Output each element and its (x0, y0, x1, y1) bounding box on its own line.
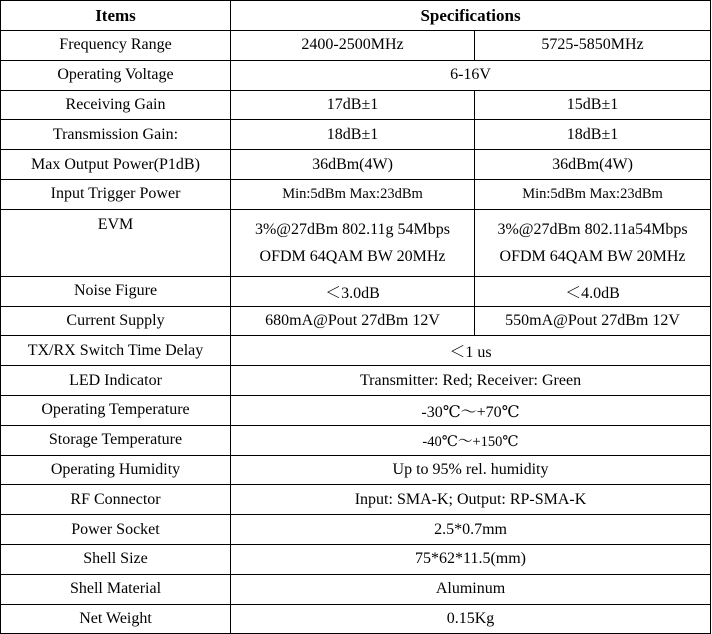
row-name: Net Weight (1, 604, 231, 634)
table-row (1, 31, 711, 61)
row-name: Receiving Gain (1, 90, 231, 120)
header-items: Items (1, 1, 231, 31)
row-value: Up to 95% rel. humidity (231, 455, 711, 485)
row-name: EVM (1, 209, 231, 276)
row-name: Power Socket (1, 515, 231, 545)
table-row (1, 90, 711, 120)
row-name: Max Output Power(P1dB) (1, 150, 231, 180)
value-line: 3%@27dBm 802.11a54Mbps (497, 220, 688, 238)
row-value: 550mA@Pout 27dBm 12V (475, 306, 711, 336)
table-row (1, 276, 711, 306)
row-value (231, 209, 475, 276)
row-name: Transmission Gain: (1, 120, 231, 150)
row-value: ＜3.0dB (231, 276, 475, 306)
row-name: Operating Voltage (1, 60, 231, 90)
value-line: 3%@27dBm 802.11g 54Mbps (254, 220, 451, 238)
row-name: Current Supply (1, 306, 231, 336)
table-row (1, 544, 711, 574)
table-row (1, 395, 711, 425)
table-row (1, 455, 711, 485)
row-value: 36dBm(4W) (475, 150, 711, 180)
row-value: ＜1 us (231, 336, 711, 366)
row-value: 36dBm(4W) (231, 150, 475, 180)
table-row (1, 209, 711, 276)
value-line: OFDM 64QAM BW 20MHz (259, 247, 446, 265)
row-value: 6-16V (231, 60, 711, 90)
row-name: Operating Temperature (1, 395, 231, 425)
row-value (475, 209, 711, 276)
table-row (1, 150, 711, 180)
row-value: -40℃～+150℃ (231, 425, 711, 455)
row-value: 17dB±1 (231, 90, 475, 120)
row-name: Storage Temperature (1, 425, 231, 455)
row-value: 0.15Kg (231, 604, 711, 634)
row-name: Noise Figure (1, 276, 231, 306)
header-row (1, 1, 711, 31)
table-row (1, 336, 711, 366)
table-row (1, 120, 711, 150)
row-value: 5725-5850MHz (475, 31, 711, 61)
row-name: LED Indicator (1, 366, 231, 396)
row-name: Frequency Range (1, 31, 231, 61)
table-row (1, 366, 711, 396)
row-value: 2.5*0.7mm (231, 515, 711, 545)
row-name: RF Connector (1, 485, 231, 515)
row-value: Min:5dBm Max:23dBm (475, 179, 711, 209)
table-row (1, 306, 711, 336)
row-name: Shell Size (1, 544, 231, 574)
row-name: Shell Material (1, 574, 231, 604)
row-value: Aluminum (231, 574, 711, 604)
row-value: Min:5dBm Max:23dBm (231, 179, 475, 209)
row-name: Operating Humidity (1, 455, 231, 485)
header-specifications: Specifications (231, 1, 711, 31)
row-value: 18dB±1 (231, 120, 475, 150)
row-value: ＜4.0dB (475, 276, 711, 306)
row-value: 2400-2500MHz (231, 31, 475, 61)
row-value: Input: SMA-K; Output: RP-SMA-K (231, 485, 711, 515)
table-row (1, 515, 711, 545)
table-row (1, 179, 711, 209)
row-value: 680mA@Pout 27dBm 12V (231, 306, 475, 336)
row-value: Transmitter: Red; Receiver: Green (231, 366, 711, 396)
row-value: 15dB±1 (475, 90, 711, 120)
row-name: TX/RX Switch Time Delay (1, 336, 231, 366)
row-value: 75*62*11.5(mm) (231, 544, 711, 574)
table-row (1, 604, 711, 634)
row-name: Input Trigger Power (1, 179, 231, 209)
row-value: -30℃～+70℃ (231, 395, 711, 425)
row-value: 18dB±1 (475, 120, 711, 150)
table-row (1, 60, 711, 90)
value-line: OFDM 64QAM BW 20MHz (499, 247, 686, 265)
table-row (1, 425, 711, 455)
table-row (1, 574, 711, 604)
table-row (1, 485, 711, 515)
